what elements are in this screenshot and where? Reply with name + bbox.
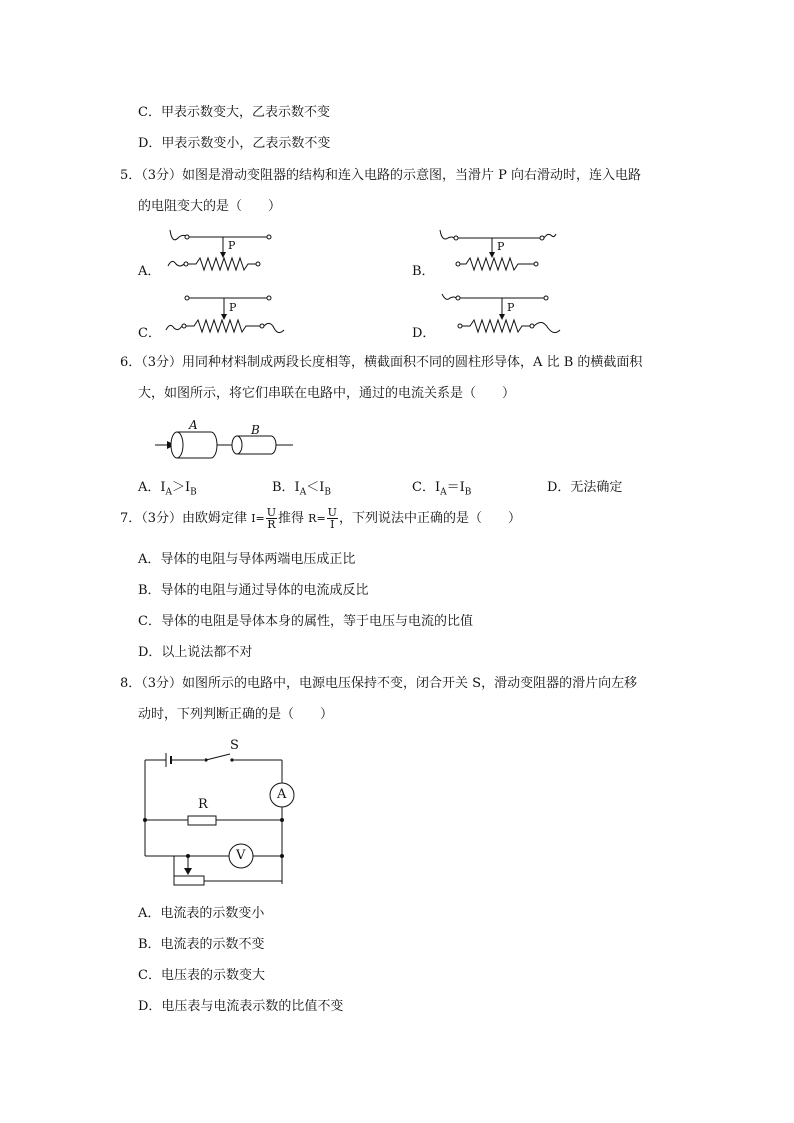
- q5-stem-line1: 5．（3分）如图是滑动变阻器的结构和连入电路的示意图，当滑片 P 向右滑动时，连入电路: [120, 168, 642, 183]
- q4-option-c: C．甲表示数变大，乙表示数不变: [138, 105, 330, 120]
- q5-option-b-letter: B．: [412, 264, 435, 279]
- q5-b-slider-label: P: [497, 240, 505, 253]
- q6-option-a: A．$I_A>I_B$: [138, 480, 197, 498]
- q7-option-a: A．导体的电阻与导体两端电压成正比: [138, 552, 356, 567]
- q5-c-slider-label: P: [229, 301, 237, 314]
- q5-option-a-letter: A．: [138, 264, 161, 279]
- q8-stem-line2: 动时，下列判断正确的是（ ）: [138, 707, 334, 722]
- q6-stem-line2: 大，如图所示，将它们串联在电路中，通过的电流关系是（ ）: [138, 386, 516, 401]
- q6-option-d: D．无法确定: [547, 480, 623, 495]
- q8-resistor-label: R: [198, 797, 208, 812]
- q5-figure-c: [160, 290, 295, 340]
- q5-figure-a: [160, 226, 290, 276]
- q5-option-c-letter: C．: [138, 326, 161, 341]
- q6-stem-line1: 6．（3分）用同种材料制成两段长度相等，横截面积不同的圆柱形导体，A 比 B 的横截面积: [120, 355, 643, 370]
- q7-option-c: C．导体的电阻是导体本身的属性，等于电压与电流的比值: [138, 614, 473, 629]
- q5-figure-b: [434, 226, 564, 276]
- q8-option-a: A．电流表的示数变小: [138, 906, 265, 921]
- q8-option-d: D．电压表与电流表示数的比值不变: [138, 999, 344, 1014]
- q8-voltmeter-label: V: [236, 848, 246, 863]
- q7-formula2-fraction: $\frac{U}{I}$: [327, 506, 337, 531]
- q5-d-slider-label: P: [507, 301, 515, 314]
- q6-option-b: B．$I_A<I_B$: [272, 480, 331, 498]
- q7-stem: 7．（3分）由欧姆定律 I= $\frac{U}{R}$ 推得 R= $\frac{U}{I}$ ，下列说法中正确的是（ ）: [120, 506, 521, 531]
- q7-option-d: D．以上说法都不对: [138, 645, 253, 660]
- q6-conductors-figure: [155, 418, 305, 468]
- q7-option-b: B．导体的电阻与通过导体的电流成反比: [138, 583, 369, 598]
- q4-option-d: D．甲表示数变小，乙表示数不变: [138, 136, 331, 151]
- q6-label-b: B: [251, 423, 260, 437]
- q8-circuit-diagram: [140, 738, 300, 888]
- q8-option-c: C．电压表的示数变大: [138, 968, 265, 983]
- q6-label-a: A: [189, 418, 198, 432]
- q5-stem-line2: 的电阻变大的是（ ）: [138, 199, 282, 214]
- q5-option-d-letter: D．: [412, 326, 436, 341]
- q8-stem-line1: 8．（3分）如图所示的电路中，电源电压保持不变，闭合开关 S，滑动变阻器的滑片向左移: [120, 676, 638, 691]
- q8-ammeter-label: A: [277, 787, 287, 802]
- q5-a-slider-label: P: [228, 239, 236, 252]
- q5-figure-d: [440, 290, 575, 340]
- q7-formula1-fraction: $\frac{U}{R}$: [266, 506, 277, 531]
- q8-switch-label: S: [230, 738, 239, 753]
- q6-option-c: C．$I_A=I_B$: [412, 480, 472, 498]
- q8-option-b: B．电流表的示数不变: [138, 937, 265, 952]
